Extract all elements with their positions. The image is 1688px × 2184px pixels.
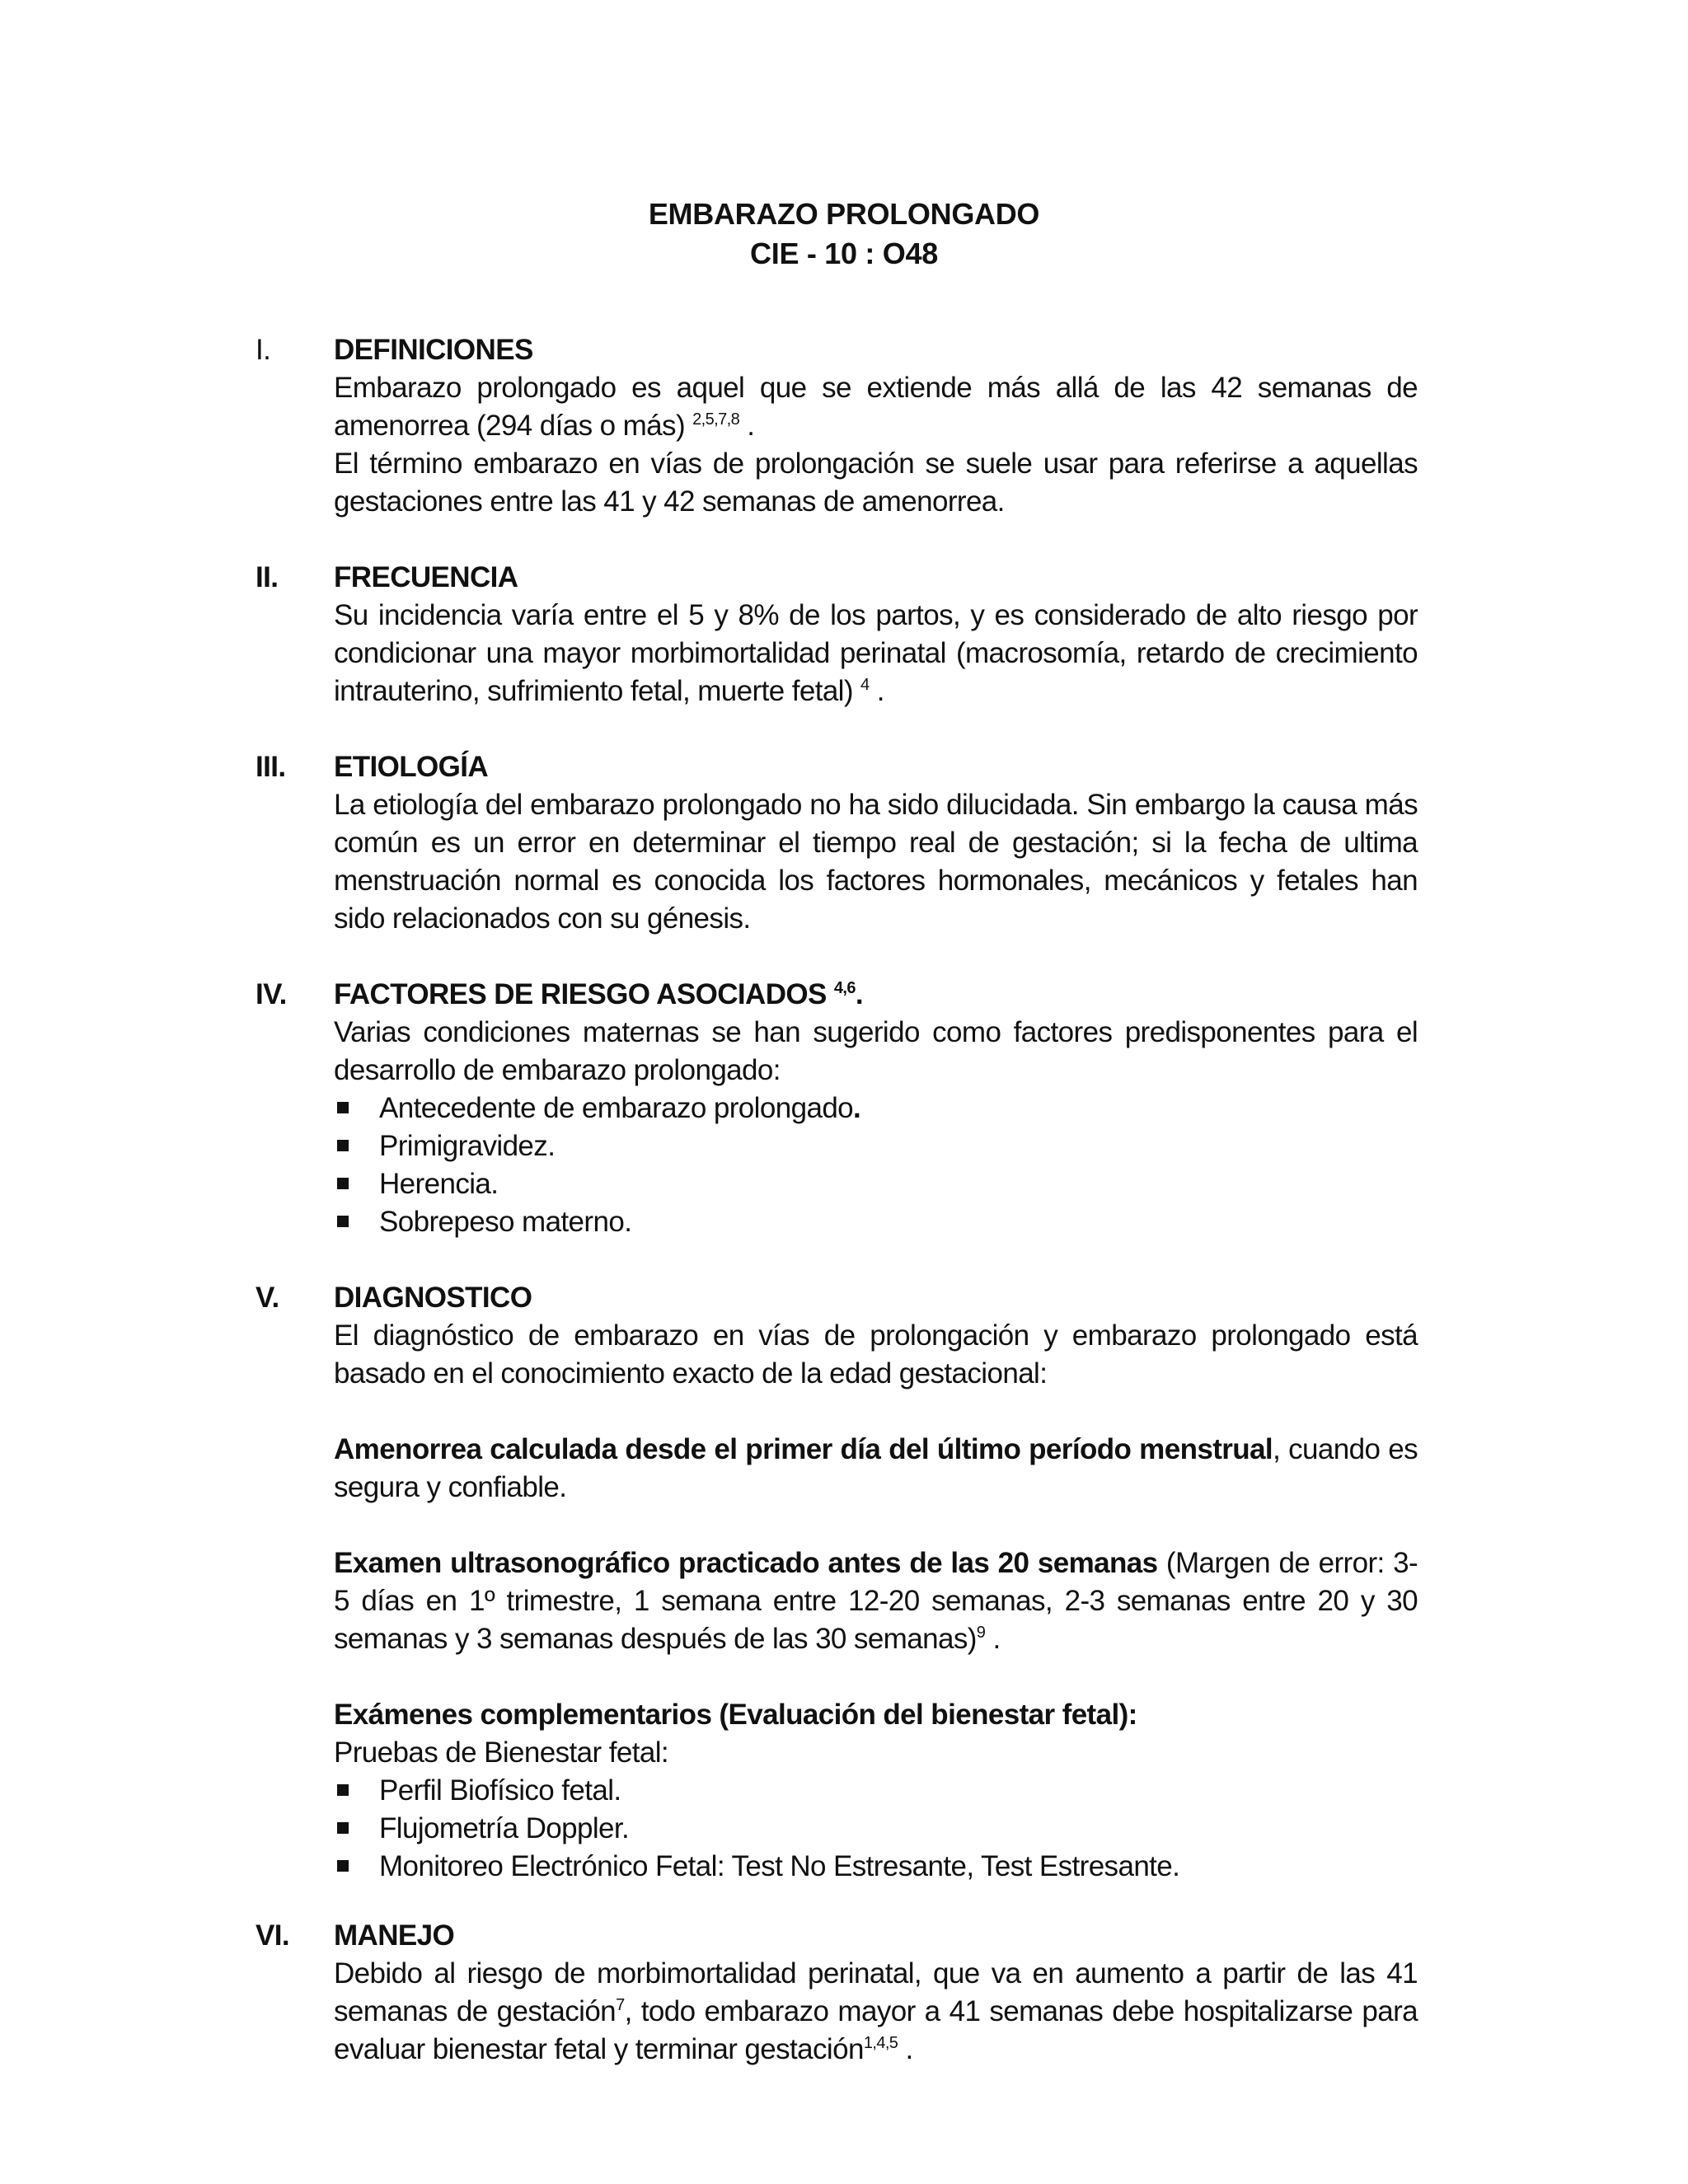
section-heading: DEFINICIONES (334, 334, 533, 366)
paragraph: Examen ultrasonográfico practicado antes de las 20 semanas (Margen de error: 3-5 días en 1º trimestre, 1 semana entre 12-20 semanas, 2-3 semanas entre 20 y 30 semanas y 3 semanas después de las 30 semanas)$^9$ . (334, 1547, 1418, 1655)
list-item: Herencia. (334, 1165, 1418, 1203)
section-diagnostico (256, 1279, 1418, 1886)
section-heading: MANEJO (334, 1919, 455, 1952)
citation-superscript: 2,5,7,8 (692, 410, 740, 429)
section-numeral: VI. (256, 1919, 289, 1952)
bullet-list (334, 1090, 1418, 1241)
square-bullet-icon (337, 1784, 349, 1796)
paragraph: Amenorrea calculada desde el primer día del último período menstrual, cuando es segura y confiable. (334, 1433, 1418, 1503)
subheading: Exámenes complementarios (Evaluación del bienestar fetal): (334, 1699, 1137, 1731)
square-bullet-icon (337, 1102, 349, 1113)
section-heading: DIAGNOSTICO (334, 1282, 532, 1314)
list-item: Flujometría Doppler. (334, 1810, 1418, 1848)
citation-superscript: 7 (616, 1996, 625, 2014)
section-heading: FRECUENCIA (334, 561, 518, 593)
citation-superscript: 9 (976, 1624, 986, 1642)
section-numeral: IV. (256, 978, 287, 1010)
list-item: Sobrepeso materno. (334, 1203, 1418, 1241)
section-numeral: II. (256, 561, 279, 593)
section-factores-riesgo (256, 976, 1418, 1241)
list-item: Monitoreo Electrónico Fetal: Test No Estresante, Test Estresante. (334, 1848, 1418, 1886)
square-bullet-icon (337, 1822, 349, 1834)
citation-superscript: 4 (860, 676, 870, 694)
paragraph: El término embarazo en vías de prolongación se suele usar para referirse a aquellas gestaciones entre las 41 y 42 semanas de amenorrea. (334, 448, 1418, 518)
citation-superscript: 4,6 (833, 979, 856, 997)
paragraph: El diagnóstico de embarazo en vías de prolongación y embarazo prolongado está basado en el conocimiento exacto de la edad gestacional: (334, 1319, 1418, 1390)
section-numeral: III. (256, 751, 286, 783)
paragraph: Debido al riesgo de morbimortalidad perinatal, que va en aumento a partir de las 41 semanas de gestación$^7$, todo embarazo mayor a 41 semanas debe hospitalizarse para evaluar bienestar fetal y terminar gestación$^{1,4,5}$ . (334, 1957, 1418, 2065)
square-bullet-icon (337, 1140, 349, 1151)
list-item: Perfil Biofísico fetal. (334, 1772, 1418, 1810)
paragraph: Su incidencia varía entre el 5 y 8% de los partos, y es considerado de alto riesgo por condicionar una mayor morbimortalidad perinatal (macrosomía, retardo de crecimiento intrauterino, sufrimiento fetal, muerte fetal) $^4$ . (334, 599, 1418, 707)
section-definiciones (256, 331, 1418, 521)
section-numeral: V. (256, 1282, 279, 1314)
section-heading: FACTORES DE RIESGO ASOCIADOS $^{4,6}$. (334, 978, 863, 1010)
square-bullet-icon (337, 1860, 349, 1872)
document-title: EMBARAZO PROLONGADO (648, 197, 1040, 231)
section-etiologia (256, 748, 1418, 938)
paragraph: La etiología del embarazo prolongado no ha sido dilucidada. Sin embargo la causa más común es un error en determinar el tiempo real de gestación; si la fecha de ultima menstruación normal es conocida los factores hormonales, mecánicos y fetales han sido relacionados con su génesis. (334, 789, 1418, 935)
paragraph: Varias condiciones maternas se han sugerido como factores predisponentes para el desarrollo de embarazo prolongado: (334, 1016, 1418, 1086)
section-frecuencia (256, 559, 1418, 710)
bullet-list (334, 1772, 1418, 1886)
citation-superscript: 1,4,5 (863, 2034, 898, 2052)
section-manejo (256, 1917, 1418, 2069)
list-item: Primigravidez. (334, 1127, 1418, 1165)
square-bullet-icon (337, 1178, 349, 1189)
list-item: Antecedente de embarazo prolongado. (334, 1090, 1418, 1127)
document-code: CIE - 10 : O48 (750, 237, 938, 270)
subheading-text: Pruebas de Bienestar fetal: (334, 1736, 669, 1769)
square-bullet-icon (337, 1216, 349, 1227)
section-numeral: I. (256, 334, 271, 366)
document-header (0, 194, 1688, 274)
paragraph: Embarazo prolongado es aquel que se extiende más allá de las 42 semanas de amenorrea (294 días o más) $^{2,5,7,8}$ . (334, 372, 1418, 442)
section-heading: ETIOLOGÍA (334, 751, 489, 783)
